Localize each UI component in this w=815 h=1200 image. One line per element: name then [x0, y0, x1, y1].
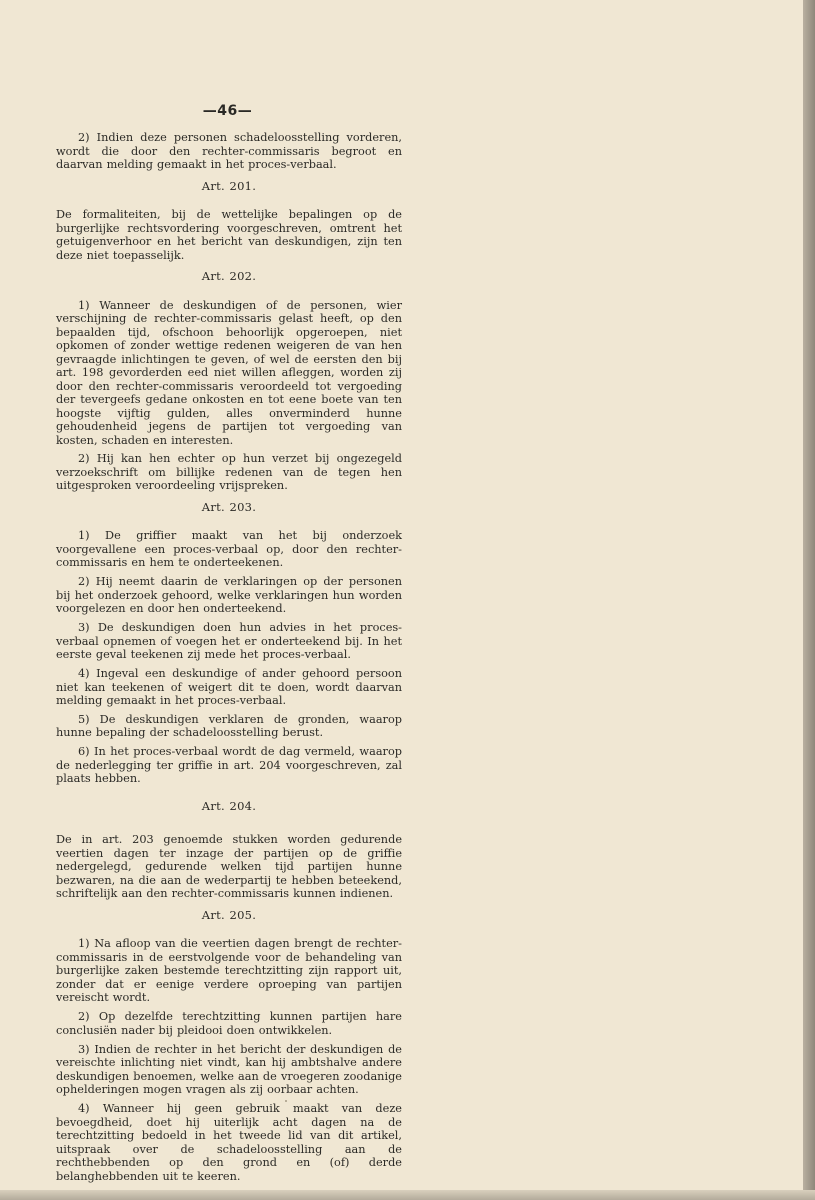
paragraph: 4) Ingeval een deskundige of ander gehoord persoon niet kan teekenen of weigert dit te doen, wordt daarvan melding gemaakt in het proces-verbaal.: [56, 667, 402, 708]
paragraph: 6) In het proces-verbaal wordt de dag vermeld, waarop de nederlegging ter griffie in art. 204 voorgeschreven, zal plaats hebben.: [56, 745, 402, 786]
paper-speck: [285, 1100, 287, 1102]
page-number: —46—: [202, 103, 253, 119]
paragraph: De in art. 203 genoemde stukken worden gedurende veertien dagen ter inzage der partijen op de griffie nedergelegd, gedurende welken tijd partijen hunne bezwaren, na die aan de wederpartij te hebben beteekend, schriftelijk aan den rechter-commissaris kunnen indienen.: [56, 833, 402, 901]
paragraph: 1) Wanneer de deskundigen of de personen, wier verschijning de rechter-commissaris gelast heeft, op den bepaalden tijd, ofschoon behoorlijk opgeroepen, niet opkomen of zonder wettige redenen weigeren de van hen gevraagde inlichtingen te geven, of wel de eersten den bij art. 198 gevorderden eed niet willen afleggen, worden zij door den rechter-commissaris veroordeeld tot vergoeding der tevergeefs gedane onkosten en tot eene boete van ten hoogste vijftig gulden, alles onverminderd hunne gehoudenheid jegens de partijen tot vergoeding van kosten, schaden en interesten.: [56, 298, 402, 447]
article-heading: Art. 205.: [201, 907, 257, 922]
paragraph: 3) De deskundigen doen hun advies in het proces-verbaal opnemen of voegen het er onderteekend bij. In het eerste geval teekenen zij mede het proces-verbaal.: [56, 621, 402, 662]
page-bottom-edge: [0, 1190, 815, 1200]
paragraph: 2) Hij kan hen echter op hun verzet bij ongezegeld verzoekschrift om billijke redenen van de tegen hen uitgesproken veroordeeling vrijspreken.: [56, 452, 402, 493]
paragraph: 5) De deskundigen verklaren de gronden, waarop hunne bepaling der schadeloosstelling berust.: [56, 712, 402, 740]
paragraph: 1) De griffier maakt van het bij onderzoek voorgevallene een proces-verbaal op, door den rechter-commissaris en hem te onderteekenen.: [56, 529, 402, 570]
paragraph: 3) Indien de rechter in het bericht der deskundigen de vereischte inlichting niet vindt, kan hij ambtshalve andere deskundigen benoemen, welke aan de vroegeren zoodanige ophelderingen mogen vragen als zij oorbaar achten.: [56, 1042, 402, 1097]
page-edge: [803, 0, 815, 1200]
article-heading: Art. 202.: [201, 269, 257, 283]
paragraph: 2) Op dezelfde terechtzitting kunnen partijen hare conclusiën nader bij pleidooi doen ontwikkelen.: [56, 1010, 402, 1037]
paragraph: 1) Na afloop van die veertien dagen brengt de rechter-commissaris in de eerstvolgende voor de behandeling van burgerlijke zaken bestemde terechtzitting zijn rapport uit, zonder dat er eenige verdere oproeping van partijen vereischt wordt.: [56, 937, 402, 1005]
paragraph: 2) Hij neemt daarin de verklaringen op der personen bij het onderzoek gehoord, welke verklaringen hun worden voorgelezen en door hen onderteekend.: [56, 575, 402, 616]
article-heading: Art. 203.: [201, 499, 257, 514]
article-heading: Art. 204.: [201, 798, 257, 813]
article-heading: Art. 201.: [201, 178, 257, 193]
paragraph: 2) Indien deze personen schadeloosstelling vorderen, wordt die door den rechter-commissaris begroot en daarvan melding gemaakt in het proces-verbaal.: [56, 131, 402, 171]
text-column: [56, 131, 402, 1188]
paragraph: De formaliteiten, bij de wettelijke bepalingen op de burgerlijke rechtsvordering voorgeschreven, omtrent het getuigenverhoor en het bericht van deskundigen, zijn ten deze niet toepasselijk.: [56, 208, 402, 262]
paragraph: 4) Wanneer hij geen gebruik maakt van deze bevoegdheid, doet hij uiterlijk acht dagen na de terechtzitting bedoeld in het tweede lid van dit artikel, uitspraak over de schadeloosstelling aan de rechthebbenden op den grond en (of) derde belanghebbenden uit te keeren.: [56, 1102, 402, 1183]
